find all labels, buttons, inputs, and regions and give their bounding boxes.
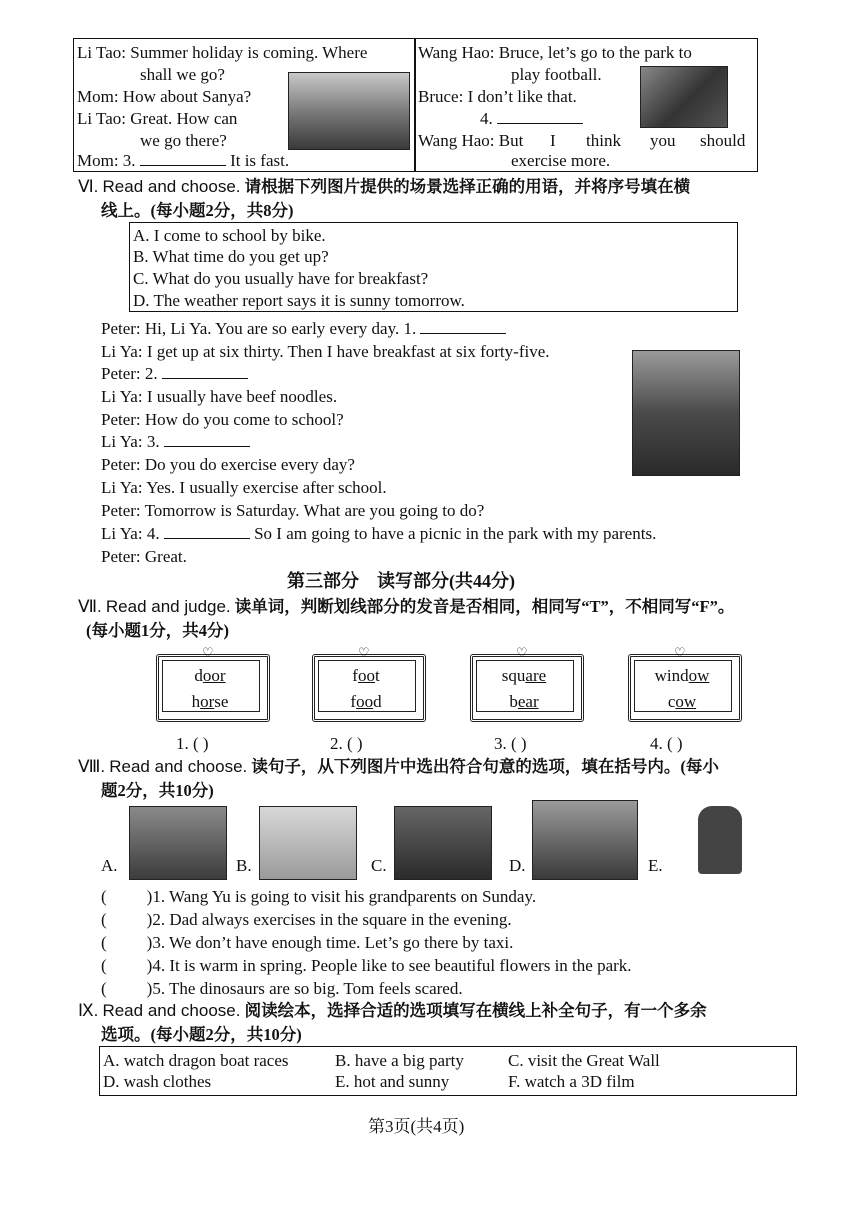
part-3-title: 第三部分 读写部分(共44分) xyxy=(287,571,515,591)
section-num: Ⅷ. xyxy=(78,757,106,776)
section-title-en: Read and choose. xyxy=(102,177,241,196)
section-7-header xyxy=(78,596,734,618)
word-2 xyxy=(464,692,584,712)
table-left-line-3: Mom: How about Sanya? xyxy=(77,87,252,106)
answer-number-4: 4. xyxy=(480,109,493,128)
table-right-line-5 xyxy=(418,130,754,152)
underlined-part: oo xyxy=(357,666,375,685)
underlined-part: oo xyxy=(356,692,374,711)
answer-blank-3[interactable] xyxy=(140,151,226,166)
dialog-text: Li Ya: 4. xyxy=(101,524,160,543)
picture-e xyxy=(672,800,768,878)
choose-item-2 xyxy=(101,909,512,931)
word-part: f xyxy=(350,692,357,711)
word-part: d xyxy=(194,666,203,685)
paren-open[interactable]: ( xyxy=(101,910,107,929)
table-right-line-3: Bruce: I don’t like that. xyxy=(418,87,577,106)
heart-icon: ♡ xyxy=(358,646,370,661)
dialog-line-9: Peter: Tomorrow is Saturday. What are you going to do? xyxy=(101,501,485,520)
table-left-line-6 xyxy=(77,150,289,172)
option-e: E. hot and sunny xyxy=(335,1072,450,1091)
section-9-header xyxy=(78,1000,707,1022)
word-part: squ xyxy=(501,666,526,685)
table-right-line-4 xyxy=(480,108,583,130)
section-8-header xyxy=(78,756,719,778)
dialog-line-3 xyxy=(101,363,248,385)
word-part: t xyxy=(374,666,380,685)
picture-c xyxy=(394,806,492,880)
table-right-line-1: Wang Hao: Bruce, let’s go to the park to xyxy=(418,43,692,62)
option-d: D. The weather report says it is sunny tomorrow. xyxy=(133,291,465,310)
pic-label-a: A. xyxy=(101,856,118,875)
word-part: h xyxy=(191,692,201,711)
option-c: C. What do you usually have for breakfast? xyxy=(133,269,429,288)
table-left-line-2: shall we go? xyxy=(140,65,225,84)
picture-a xyxy=(129,806,227,880)
word-part: c xyxy=(667,692,676,711)
word-1 xyxy=(150,666,270,686)
pic-label-d: D. xyxy=(509,856,526,875)
section-title-en: Read and choose. xyxy=(109,757,248,776)
pic-label-b: B. xyxy=(236,856,252,875)
option-a: A. I come to school by bike. xyxy=(133,226,326,245)
airport-picture xyxy=(288,72,410,150)
picture-d xyxy=(532,800,638,880)
dialog-blank-4[interactable] xyxy=(164,524,250,539)
dialog-blank-3[interactable] xyxy=(164,432,250,447)
section-7-header-2: (每小题1分，共4分) xyxy=(86,621,229,640)
item-text: )1. Wang Yu is going to visit his grandparents on Sunday. xyxy=(146,887,537,906)
choose-item-5 xyxy=(101,978,463,1000)
word-part: f xyxy=(352,666,358,685)
word-2 xyxy=(306,692,426,712)
justified-word: should xyxy=(700,131,746,150)
word-1 xyxy=(622,666,742,686)
park-picture xyxy=(640,66,728,128)
word-1 xyxy=(464,666,584,686)
mom-reply: It is fast. xyxy=(230,151,290,170)
section-num: Ⅵ. xyxy=(78,177,99,196)
section-title-cn: 请根据下列图片提供的场景选择正确的用语，并将序号填在横 xyxy=(244,177,691,196)
justified-word: you xyxy=(650,131,676,150)
word-frame-2 xyxy=(306,646,426,718)
section-6-header xyxy=(78,176,690,198)
section-title-cn: 读单词，判断划线部分的发音是否相同，相同写“T”，不相同写“F”。 xyxy=(234,597,735,616)
option-d: D. wash clothes xyxy=(103,1072,212,1091)
item-text: )4. It is warm in spring. People like to see beautiful flowers in the park. xyxy=(146,956,632,975)
word-part: wind xyxy=(654,666,689,685)
paren-open[interactable]: ( xyxy=(101,979,107,998)
dialog-blank-1[interactable] xyxy=(420,319,506,334)
dialog-line-10 xyxy=(101,523,656,545)
heart-icon: ♡ xyxy=(202,646,214,661)
dialog-line-4: Li Ya: I usually have beef noodles. xyxy=(101,387,338,406)
table-right-line-2: play football. xyxy=(511,65,602,84)
dialog-text: Peter: 2. xyxy=(101,364,158,383)
word-part: se xyxy=(214,692,229,711)
justified-word: think xyxy=(586,131,621,150)
section-num: Ⅶ. xyxy=(78,597,102,616)
students-picture xyxy=(632,350,740,476)
picture-b xyxy=(259,806,357,880)
judge-answer-4[interactable]: 4. ( ) xyxy=(650,734,683,753)
judge-answer-3[interactable]: 3. ( ) xyxy=(494,734,527,753)
option-f: F. watch a 3D film xyxy=(508,1072,635,1091)
word-2 xyxy=(150,692,270,712)
word-part: b xyxy=(509,692,518,711)
table-left-line-1: Li Tao: Summer holiday is coming. Where xyxy=(77,43,368,62)
item-text: )5. The dinosaurs are so big. Tom feels scared. xyxy=(146,979,463,998)
section-title-cn: 读句子，从下列图片中选出符合句意的选项，填在括号内。(每小 xyxy=(251,757,719,776)
option-a: A. watch dragon boat races xyxy=(103,1051,289,1070)
underlined-part: ow xyxy=(688,666,710,685)
underlined-part: are xyxy=(525,666,547,685)
dialog-blank-2[interactable] xyxy=(162,364,248,379)
choose-item-3 xyxy=(101,932,513,954)
section-title-en: Read and judge. xyxy=(105,597,231,616)
choose-item-1 xyxy=(101,886,536,908)
section-num: Ⅸ. xyxy=(78,1001,99,1020)
table-left-line-4: Li Tao: Great. How can xyxy=(77,109,238,128)
section-6-header-2: 线上。(每小题2分，共8分) xyxy=(101,201,294,220)
dialog-text: Li Ya: 3. xyxy=(101,432,160,451)
judge-answer-1[interactable]: 1. ( ) xyxy=(176,734,209,753)
heart-icon: ♡ xyxy=(516,646,528,661)
heart-icon: ♡ xyxy=(674,646,686,661)
option-c: C. visit the Great Wall xyxy=(508,1051,660,1070)
table-left-line-5: we go there? xyxy=(140,131,227,150)
option-b: B. What time do you get up? xyxy=(133,247,329,266)
dialog-line-2: Li Ya: I get up at six thirty. Then I have breakfast at six forty-five. xyxy=(101,342,550,361)
dialog-line-6 xyxy=(101,431,250,453)
underlined-part: ow xyxy=(675,692,697,711)
answer-blank-4[interactable] xyxy=(497,109,583,124)
paren-open[interactable]: ( xyxy=(101,933,107,952)
word-frame-1 xyxy=(150,646,270,718)
page-footer: 第3页(共4页) xyxy=(368,1117,465,1136)
word-2 xyxy=(622,692,742,712)
dialog-text: So I am going to have a picnic in the park with my parents. xyxy=(254,524,657,543)
paren-open[interactable]: ( xyxy=(101,887,107,906)
section-8-header-2: 题2分，共10分) xyxy=(101,781,214,800)
section-title-en: Read and choose. xyxy=(102,1001,241,1020)
justified-word: I xyxy=(550,131,556,150)
mom-label: Mom: 3. xyxy=(77,151,136,170)
section-9-header-2: 选项。(每小题2分，共10分) xyxy=(101,1025,302,1044)
paren-open[interactable]: ( xyxy=(101,956,107,975)
word-frame-4 xyxy=(622,646,742,718)
underlined-part: oor xyxy=(202,666,226,685)
word-frame-3 xyxy=(464,646,584,718)
underlined-part: or xyxy=(200,692,215,711)
item-text: )3. We don’t have enough time. Let’s go there by taxi. xyxy=(146,933,514,952)
dialog-line-11: Peter: Great. xyxy=(101,547,187,566)
item-text: )2. Dad always exercises in the square in the evening. xyxy=(146,910,512,929)
pic-label-e: E. xyxy=(648,856,663,875)
dialog-line-8: Li Ya: Yes. I usually exercise after school. xyxy=(101,478,387,497)
dialog-text: Peter: Hi, Li Ya. You are so early every day. 1. xyxy=(101,319,417,338)
dialog-line-5: Peter: How do you come to school? xyxy=(101,410,344,429)
dialog-line-1 xyxy=(101,318,506,340)
justified-word: Wang Hao: But xyxy=(418,131,524,150)
section-title-cn: 阅读绘本，选择合适的选项填写在横线上补全句子，有一个多余 xyxy=(244,1001,707,1020)
option-b: B. have a big party xyxy=(335,1051,464,1070)
word-1 xyxy=(306,666,426,686)
judge-answer-2[interactable]: 2. ( ) xyxy=(330,734,363,753)
word-part: d xyxy=(373,692,382,711)
choose-item-4 xyxy=(101,955,632,977)
children-figures xyxy=(698,806,742,874)
underlined-part: ear xyxy=(517,692,539,711)
table-right-line-6: exercise more. xyxy=(511,151,611,170)
pic-label-c: C. xyxy=(371,856,387,875)
dialog-line-7: Peter: Do you do exercise every day? xyxy=(101,455,355,474)
table-divider xyxy=(414,38,416,172)
